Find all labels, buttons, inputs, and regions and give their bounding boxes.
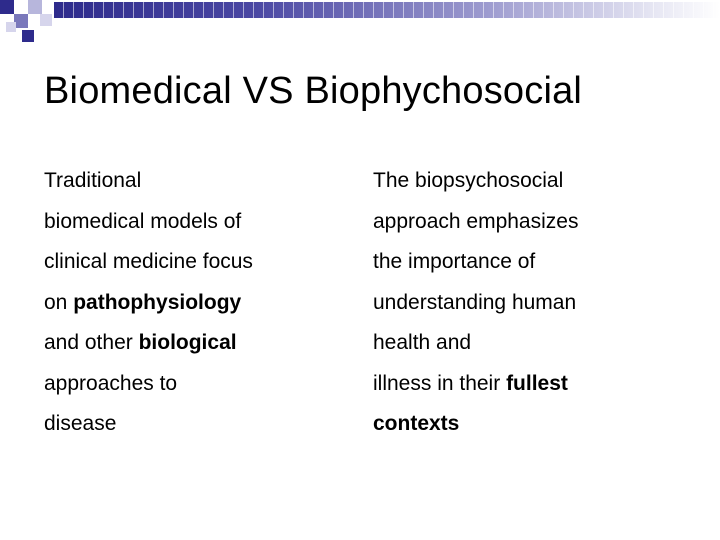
left-line-4-text: on xyxy=(44,290,74,314)
right-line-1: The biopsychosocial xyxy=(373,169,564,192)
right-line-2: approach emphasizes xyxy=(373,209,579,233)
header-band-ticks xyxy=(54,2,720,18)
left-line-6: approaches to xyxy=(44,371,178,395)
left-line-5-text: and other xyxy=(44,331,139,354)
emphasis-fullest: fullest xyxy=(506,371,568,395)
decor-square-6 xyxy=(6,22,16,32)
decor-square-5 xyxy=(40,14,52,26)
left-line-2: biomedical models of xyxy=(44,209,242,233)
right-line-6 xyxy=(373,364,693,405)
left-line-4 xyxy=(44,283,344,324)
left-line-5 xyxy=(44,323,344,364)
right-column xyxy=(373,161,693,445)
emphasis-contexts: contexts xyxy=(373,412,460,435)
left-line-3: clinical medicine focus xyxy=(44,250,253,273)
right-line-6-text: illness in their xyxy=(373,371,507,395)
slide-title: Biomedical VS Biophychosocial xyxy=(44,70,583,112)
decor-square-1 xyxy=(0,0,14,14)
emphasis-pathophysiology: pathophysiology xyxy=(73,290,242,314)
left-line-1: Traditional xyxy=(44,169,142,192)
left-column xyxy=(44,161,344,445)
right-line-5: health and xyxy=(373,331,472,354)
decor-square-2 xyxy=(14,14,28,28)
right-line-7 xyxy=(373,404,693,445)
right-line-4: understanding human xyxy=(373,290,577,314)
left-line-7: disease xyxy=(44,412,117,435)
emphasis-biological: biological xyxy=(138,331,237,354)
decor-square-3 xyxy=(28,0,42,14)
decor-square-4 xyxy=(22,30,34,42)
right-line-3: the importance of xyxy=(373,250,536,273)
